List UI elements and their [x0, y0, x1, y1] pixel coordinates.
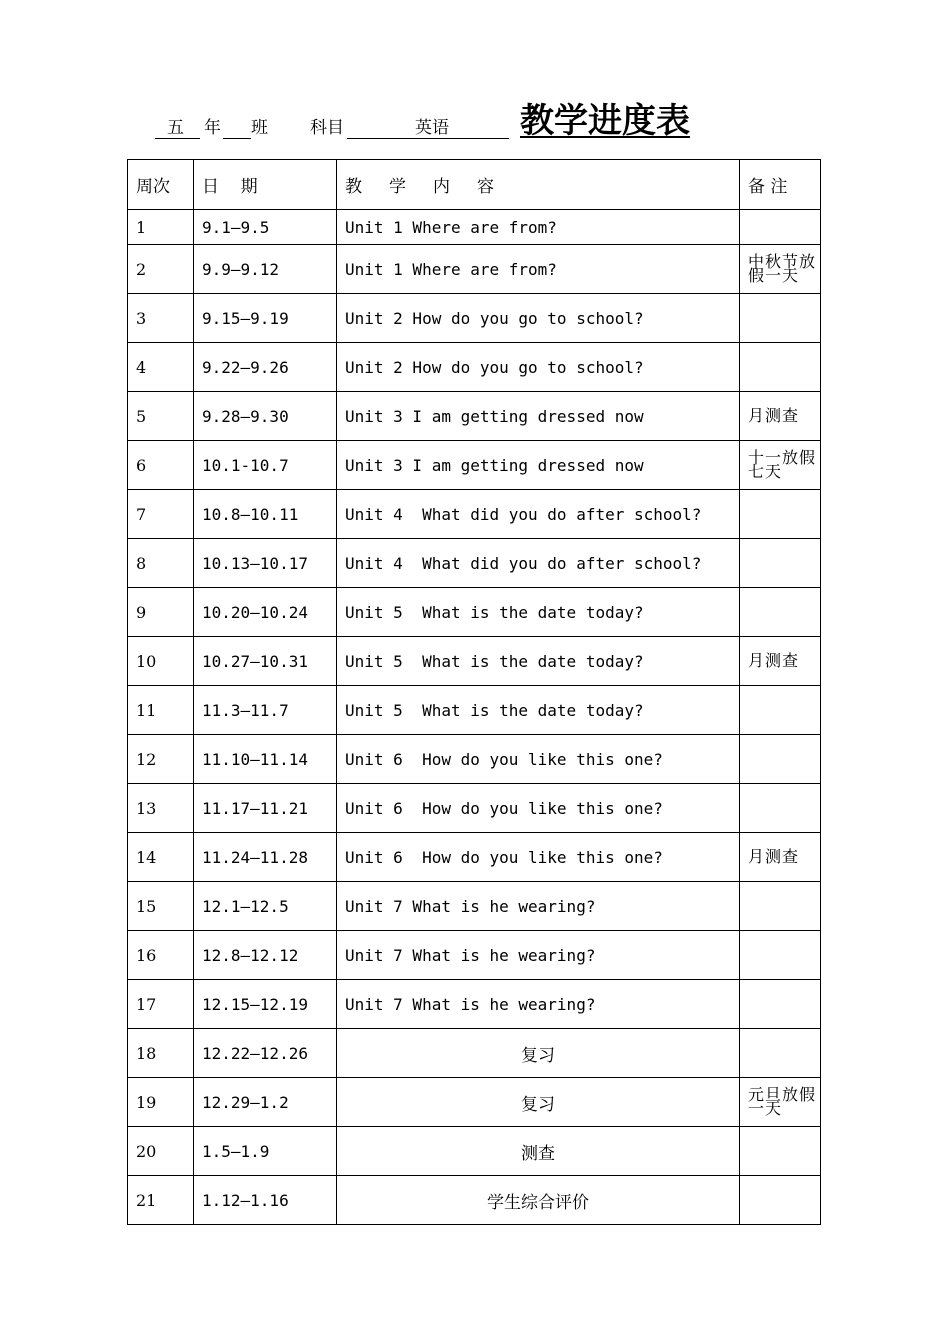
table-row [128, 833, 821, 882]
table-row [128, 980, 821, 1029]
date-cell: 12.1—12.5 [194, 882, 337, 931]
table-header-row [128, 160, 821, 210]
class-underline [223, 138, 251, 139]
column-header-note: 备 注 [740, 160, 821, 210]
content-cell: 复习 [337, 1078, 740, 1127]
content-cell: 测查 [337, 1127, 740, 1176]
week-cell: 15 [128, 882, 194, 931]
table-row [128, 1078, 821, 1127]
table-row [128, 245, 821, 294]
table-row [128, 294, 821, 343]
content-cell: Unit 5 What is the date today? [337, 588, 740, 637]
date-cell: 12.8—12.12 [194, 931, 337, 980]
content-cell: Unit 1 Where are from? [337, 210, 740, 245]
content-cell: Unit 7 What is he wearing? [337, 980, 740, 1029]
date-cell: 9.22—9.26 [194, 343, 337, 392]
content-cell: 学生综合评价 [337, 1176, 740, 1225]
note-cell [740, 490, 821, 539]
page-title: 教学进度表 [520, 101, 690, 141]
note-cell: 月测查 [740, 392, 821, 441]
week-cell: 16 [128, 931, 194, 980]
note-cell [740, 210, 821, 245]
table-row [128, 735, 821, 784]
table-row [128, 1127, 821, 1176]
table-row [128, 539, 821, 588]
date-cell: 12.22—12.26 [194, 1029, 337, 1078]
date-cell: 12.29—1.2 [194, 1078, 337, 1127]
week-cell: 11 [128, 686, 194, 735]
week-cell: 8 [128, 539, 194, 588]
content-cell: Unit 7 What is he wearing? [337, 882, 740, 931]
date-cell: 11.10—11.14 [194, 735, 337, 784]
week-cell: 13 [128, 784, 194, 833]
content-cell: Unit 7 What is he wearing? [337, 931, 740, 980]
week-cell: 18 [128, 1029, 194, 1078]
content-cell: Unit 6 How do you like this one? [337, 784, 740, 833]
table-row [128, 588, 821, 637]
week-cell: 1 [128, 210, 194, 245]
week-cell: 9 [128, 588, 194, 637]
content-cell: Unit 5 What is the date today? [337, 637, 740, 686]
week-cell: 17 [128, 980, 194, 1029]
note-cell [740, 539, 821, 588]
schedule-table [127, 159, 821, 1225]
table-row [128, 637, 821, 686]
note-cell [740, 1176, 821, 1225]
date-cell: 11.3—11.7 [194, 686, 337, 735]
week-cell: 20 [128, 1127, 194, 1176]
table-row [128, 441, 821, 490]
content-cell: Unit 5 What is the date today? [337, 686, 740, 735]
note-cell [740, 294, 821, 343]
week-cell: 19 [128, 1078, 194, 1127]
table-row [128, 784, 821, 833]
date-cell: 11.17—11.21 [194, 784, 337, 833]
date-cell: 9.9—9.12 [194, 245, 337, 294]
note-cell [740, 343, 821, 392]
week-cell: 4 [128, 343, 194, 392]
note-cell [740, 980, 821, 1029]
grade-value: 五 [167, 118, 184, 138]
table-row [128, 931, 821, 980]
content-cell: Unit 3 I am getting dressed now [337, 392, 740, 441]
date-cell: 10.20—10.24 [194, 588, 337, 637]
note-cell: 元旦放假一天 [740, 1078, 821, 1127]
grade-label: 年 [204, 118, 221, 138]
week-cell: 3 [128, 294, 194, 343]
week-cell: 14 [128, 833, 194, 882]
content-cell: Unit 1 Where are from? [337, 245, 740, 294]
table-row [128, 1176, 821, 1225]
date-cell: 12.15—12.19 [194, 980, 337, 1029]
table-row [128, 490, 821, 539]
note-cell: 月测查 [740, 833, 821, 882]
date-cell: 10.1-10.7 [194, 441, 337, 490]
note-cell [740, 882, 821, 931]
date-cell: 9.15—9.19 [194, 294, 337, 343]
week-cell: 21 [128, 1176, 194, 1225]
content-cell: Unit 6 How do you like this one? [337, 833, 740, 882]
subject-underline [347, 138, 509, 139]
date-cell: 10.13—10.17 [194, 539, 337, 588]
content-cell: Unit 4 What did you do after school? [337, 490, 740, 539]
note-cell: 十一放假七天 [740, 441, 821, 490]
date-cell: 10.8—10.11 [194, 490, 337, 539]
content-cell: Unit 2 How do you go to school? [337, 343, 740, 392]
week-cell: 2 [128, 245, 194, 294]
week-cell: 5 [128, 392, 194, 441]
table-row [128, 392, 821, 441]
date-cell: 10.27—10.31 [194, 637, 337, 686]
date-cell: 11.24—11.28 [194, 833, 337, 882]
column-header-week: 周次 [128, 160, 194, 210]
grade-underline [155, 138, 200, 139]
note-cell [740, 588, 821, 637]
date-cell: 9.1—9.5 [194, 210, 337, 245]
class-label: 班 [251, 118, 268, 138]
content-cell: Unit 6 How do you like this one? [337, 735, 740, 784]
note-cell: 中秋节放假一天 [740, 245, 821, 294]
note-cell: 月测查 [740, 637, 821, 686]
date-cell: 1.12—1.16 [194, 1176, 337, 1225]
note-cell [740, 735, 821, 784]
table-row [128, 1029, 821, 1078]
week-cell: 12 [128, 735, 194, 784]
note-cell [740, 686, 821, 735]
note-cell [740, 1029, 821, 1078]
table-row [128, 343, 821, 392]
content-cell: Unit 4 What did you do after school? [337, 539, 740, 588]
note-cell [740, 1127, 821, 1176]
table-row [128, 882, 821, 931]
table-row [128, 686, 821, 735]
subject-label: 科目 [310, 118, 344, 138]
week-cell: 6 [128, 441, 194, 490]
content-cell: Unit 2 How do you go to school? [337, 294, 740, 343]
week-cell: 10 [128, 637, 194, 686]
table-row [128, 210, 821, 245]
week-cell: 7 [128, 490, 194, 539]
subject-value: 英语 [415, 118, 449, 138]
note-cell [740, 784, 821, 833]
column-header-content: 教 学 内 容 [337, 160, 740, 210]
date-cell: 9.28—9.30 [194, 392, 337, 441]
column-header-date: 日 期 [194, 160, 337, 210]
content-cell: Unit 3 I am getting dressed now [337, 441, 740, 490]
date-cell: 1.5—1.9 [194, 1127, 337, 1176]
content-cell: 复习 [337, 1029, 740, 1078]
note-cell [740, 931, 821, 980]
